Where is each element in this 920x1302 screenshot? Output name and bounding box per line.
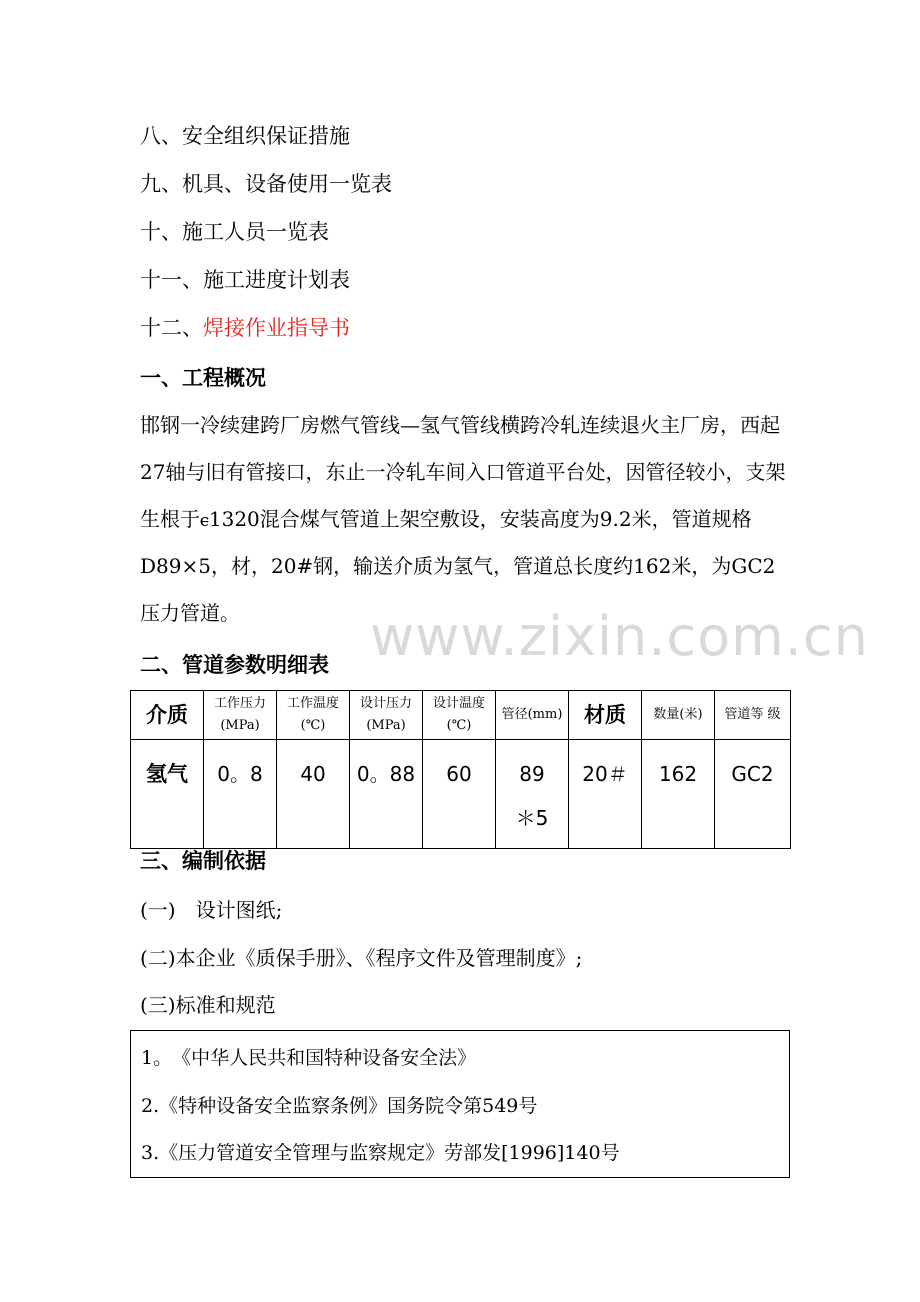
standard-item: 3.《压力管道安全管理与监察规定》劳部发[1996]140号 bbox=[141, 1142, 620, 1164]
toc-item-8 bbox=[140, 122, 350, 150]
header-cell: 材质 bbox=[569, 691, 642, 740]
toc-item-text: 十二、 bbox=[140, 316, 203, 340]
basis-item: (三)标准和规范 bbox=[140, 993, 276, 1017]
basis-item: (二)本企业《质保手册》、《程序文件及管理制度》; bbox=[140, 946, 583, 970]
cell-design-pressure: 0。88 bbox=[350, 740, 423, 849]
cell-diameter: 89＊5 bbox=[496, 740, 569, 849]
section-3-title: 三、编制依据 bbox=[140, 849, 266, 873]
cell-design-temp: 60 bbox=[423, 740, 496, 849]
toc-item-text: 九、机具、设备使用一览表 bbox=[140, 172, 392, 196]
header-cell: 管道等 级 bbox=[715, 691, 791, 740]
cell-medium: 氢气 bbox=[131, 740, 204, 849]
basis-item: (一) 设计图纸; bbox=[140, 898, 283, 922]
toc-item-10 bbox=[140, 218, 329, 246]
cell-work-temp: 40 bbox=[277, 740, 350, 849]
header-cell: 设计压力(MPa) bbox=[350, 691, 423, 740]
toc-item-11 bbox=[140, 266, 350, 294]
standard-item: 1。 《中华人民共和国特种设备安全法》 bbox=[141, 1047, 477, 1069]
header-cell: 设计温度(℃) bbox=[423, 691, 496, 740]
toc-item-9 bbox=[140, 170, 392, 198]
pipe-params-table bbox=[130, 690, 791, 849]
header-cell: 数量(米) bbox=[642, 691, 715, 740]
section-1-body: 邯钢一冷续建跨厂房燃气管线—氢气管线横跨冷轧连续退火主厂房，西起27轴与旧有管接口，东止一冷轧车间入口管道平台处，因管径较小，支架生根于ⲉ1320混合煤气管道上架空敷设，安装高度为9.2米，管道规格D89×5，材，20#钢，输送介质为氢气，管道总长度约162米，为GC2压力管道。 bbox=[140, 413, 786, 625]
table-row bbox=[131, 740, 791, 849]
toc-item-text: 十一、施工进度计划表 bbox=[140, 268, 350, 292]
header-cell: 工作压力(MPa) bbox=[204, 691, 277, 740]
standard-item: 2.《特种设备安全监察条例》国务院令第549号 bbox=[141, 1095, 538, 1117]
cell-grade: GC2 bbox=[715, 740, 791, 849]
cell-work-pressure: 0。8 bbox=[204, 740, 277, 849]
cell-material: 20＃ bbox=[569, 740, 642, 849]
table-header-row bbox=[131, 691, 791, 740]
toc-item-highlight: 焊接作业指导书 bbox=[203, 316, 350, 340]
header-cell: 介质 bbox=[131, 691, 204, 740]
header-cell: 工作温度(℃) bbox=[277, 691, 350, 740]
section-2-title: 二、管道参数明细表 bbox=[140, 653, 329, 677]
header-cell: 管径(mm) bbox=[496, 691, 569, 740]
standards-box bbox=[130, 1030, 790, 1178]
toc-item-text: 八、安全组织保证措施 bbox=[140, 124, 350, 148]
watermark: www.zixin.com.cn bbox=[370, 605, 869, 668]
cell-quantity: 162 bbox=[642, 740, 715, 849]
toc-item-text: 十、施工人员一览表 bbox=[140, 220, 329, 244]
section-1-title: 一、工程概况 bbox=[140, 366, 266, 390]
toc-item-12 bbox=[140, 314, 350, 342]
